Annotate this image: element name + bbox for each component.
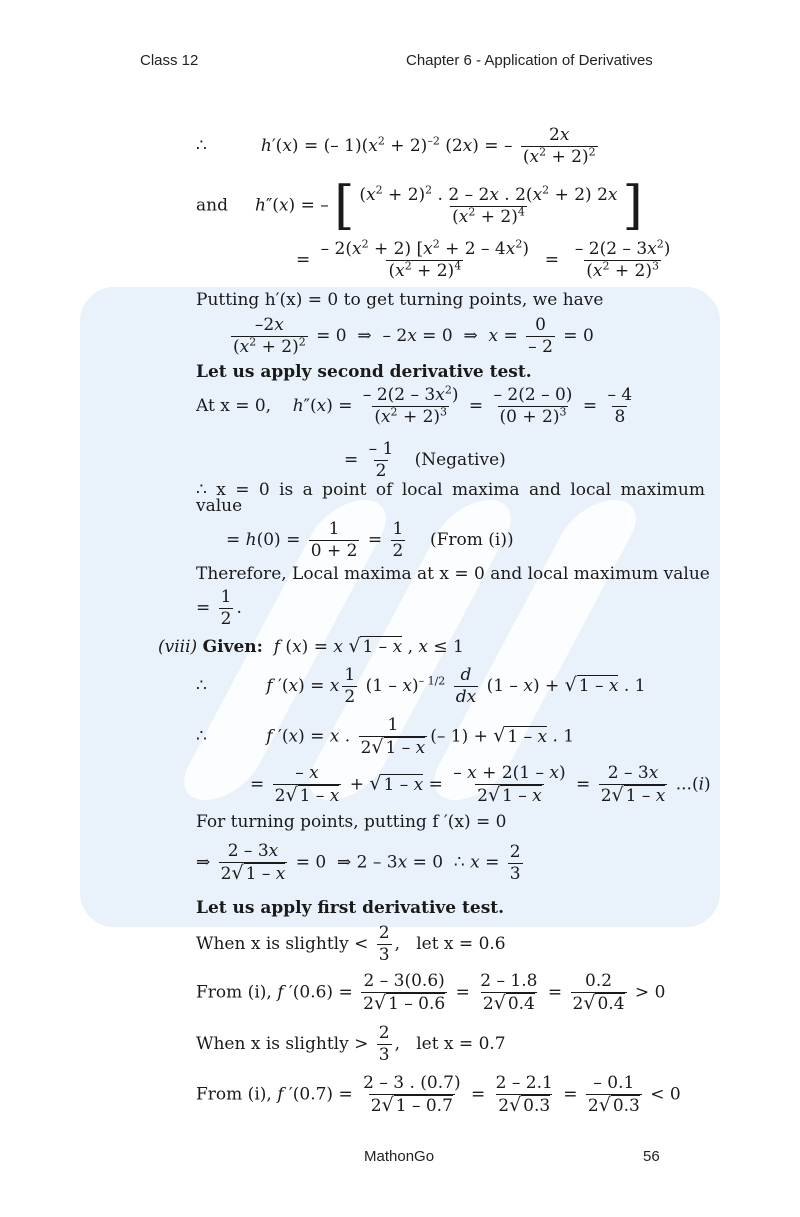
text-negative: (Negative): [414, 450, 506, 470]
heading-second-derivative-test: Let us apply second derivative test.: [196, 362, 532, 382]
word-and: and: [196, 195, 228, 216]
text-from-i: (From (i)): [429, 530, 514, 550]
equation-half: = $\frac{1}{2}$ .: [196, 587, 242, 629]
equation-given: (viii) Given: f (x) = x √ 1 – x , x ≤ 1: [158, 635, 464, 657]
equation-h0: = h(0) = $\frac{1}{0 + 2}$ = $\frac{1}{2}$ (From (i)): [226, 519, 514, 561]
header-chapter: Chapter 6 - Application of Derivatives: [406, 52, 653, 69]
text-from-i-06: From (i),: [196, 982, 272, 1003]
text-given: Given:: [202, 637, 263, 657]
text-therefore-local: Therefore, Local maxima at x = 0 and local maximum value: [196, 564, 710, 584]
equation-f-prime-2: ∴ f ′(x) = x . $\frac{1}{2√ 1 - x}$ (– 1) + √ 1 – x . 1: [196, 715, 575, 758]
footer-page-number: 56: [643, 1148, 660, 1165]
text-let-06: let x = 0.6: [416, 934, 506, 954]
heading-first-derivative-test: Let us apply first derivative test.: [196, 898, 505, 918]
footer-brand: MathonGo: [364, 1148, 435, 1165]
text-from-i-07: From (i),: [196, 1084, 272, 1105]
equation-turning-points: $\frac{-2x}{(x^2 + 2)^2}$ = 0 ⇒ – 2x = 0 ⇒ x = $\frac{0}{- 2}$ = 0: [233, 315, 594, 357]
equation-h-double-prime-simplified: = $\frac{- 2(x^2 + 2) [x^2 + 2 - 4x^2)}{(x^2 + 2)^4}$ = $\frac{- 2(2 - 3x^2)}{(x^2 + 2)^3}$: [296, 237, 671, 281]
equation-x-two-thirds: ⇒ $\frac{2 - 3x}{2√ 1 - x}$ = 0 ⇒ 2 – 3x = 0 ∴ x = $\frac{2}{3}$: [196, 841, 521, 884]
equation-f-prime-1: ∴ f ′(x) = x $\frac{1}{2}$ (1 – x)$^{- 1/2}$ $\frac{d}{dx}$ (1 – x) + √ 1 – x . 1: [196, 665, 646, 707]
equation-h-double-prime: and h″(x) = – [ $\frac{(x^2 + 2)^2 . 2 - 2x . 2(x^2 + 2) 2x}{(x^2 + 2)^4}$ ]: [196, 176, 643, 236]
text-putting: Putting h′(x) = 0 to get turning points, we have: [196, 290, 604, 310]
text-slightly-more: When x is slightly >: [196, 1034, 369, 1054]
text-therefore-maxima: ∴ x = 0 is a point of local maxima and local maximum: [196, 480, 705, 500]
text-for-turning: For turning points, putting f ′(x) = 0: [196, 812, 507, 832]
equation-slightly-less: When x is slightly < $\frac{2}{3}$ , let x = 0.6: [196, 923, 506, 965]
equation-at-x0: At x = 0, h″(x) = $\frac{- 2(2 - 3x^2)}{(x^2 + 2)^3}$ = $\frac{- 2(2 - 0)}{(0 + 2)^3}$ = $\frac{- 4}{8}$: [196, 383, 633, 427]
text-value: value: [196, 496, 243, 516]
header-class: Class 12: [140, 52, 199, 69]
equation-f-prime-3: = $\frac{- x}{2√ 1 - x}$ + √ 1 – x = $\frac{- x + 2(1 - x)}{2√ 1 - x}$ = $\frac{2 - 3x}{2√ 1 - x}$ ...(i): [250, 763, 711, 806]
equation-slightly-more: When x is slightly > $\frac{2}{3}$ , let x = 0.7: [196, 1023, 506, 1065]
text-slightly-less: When x is slightly <: [196, 934, 369, 954]
text-at-x0: At x = 0,: [196, 396, 272, 416]
equation-f-prime-06: From (i), f ′(0.6) = $\frac{2 - 3(0.6)}{2√ 1 - 0.6}$ = $\frac{2 - 1.8}{2√ 0.4}$ = $\frac{0.2}{2√ 0.4}$ > 0: [196, 971, 666, 1014]
equation-f-prime-07: From (i), f ′(0.7) = $\frac{2 - 3 . (0.7)}{2√ 1 - 0.7}$ = $\frac{2 - 2.1}{2√ 0.3}$ = $\frac{- 0.1}{2√ 0.3}$ < 0: [196, 1073, 681, 1116]
equation-negative: = $\frac{- 1}{2}$ (Negative): [344, 439, 506, 481]
equation-h-prime: ∴ h′(x) = (– $1)(x^2 + 2)^{-2}$ (2x) = – $\frac{2x}{(x^2 + 2)^2}$: [196, 125, 596, 167]
label-viii: (viii): [158, 637, 198, 657]
text-let-07: let x = 0.7: [416, 1034, 506, 1054]
